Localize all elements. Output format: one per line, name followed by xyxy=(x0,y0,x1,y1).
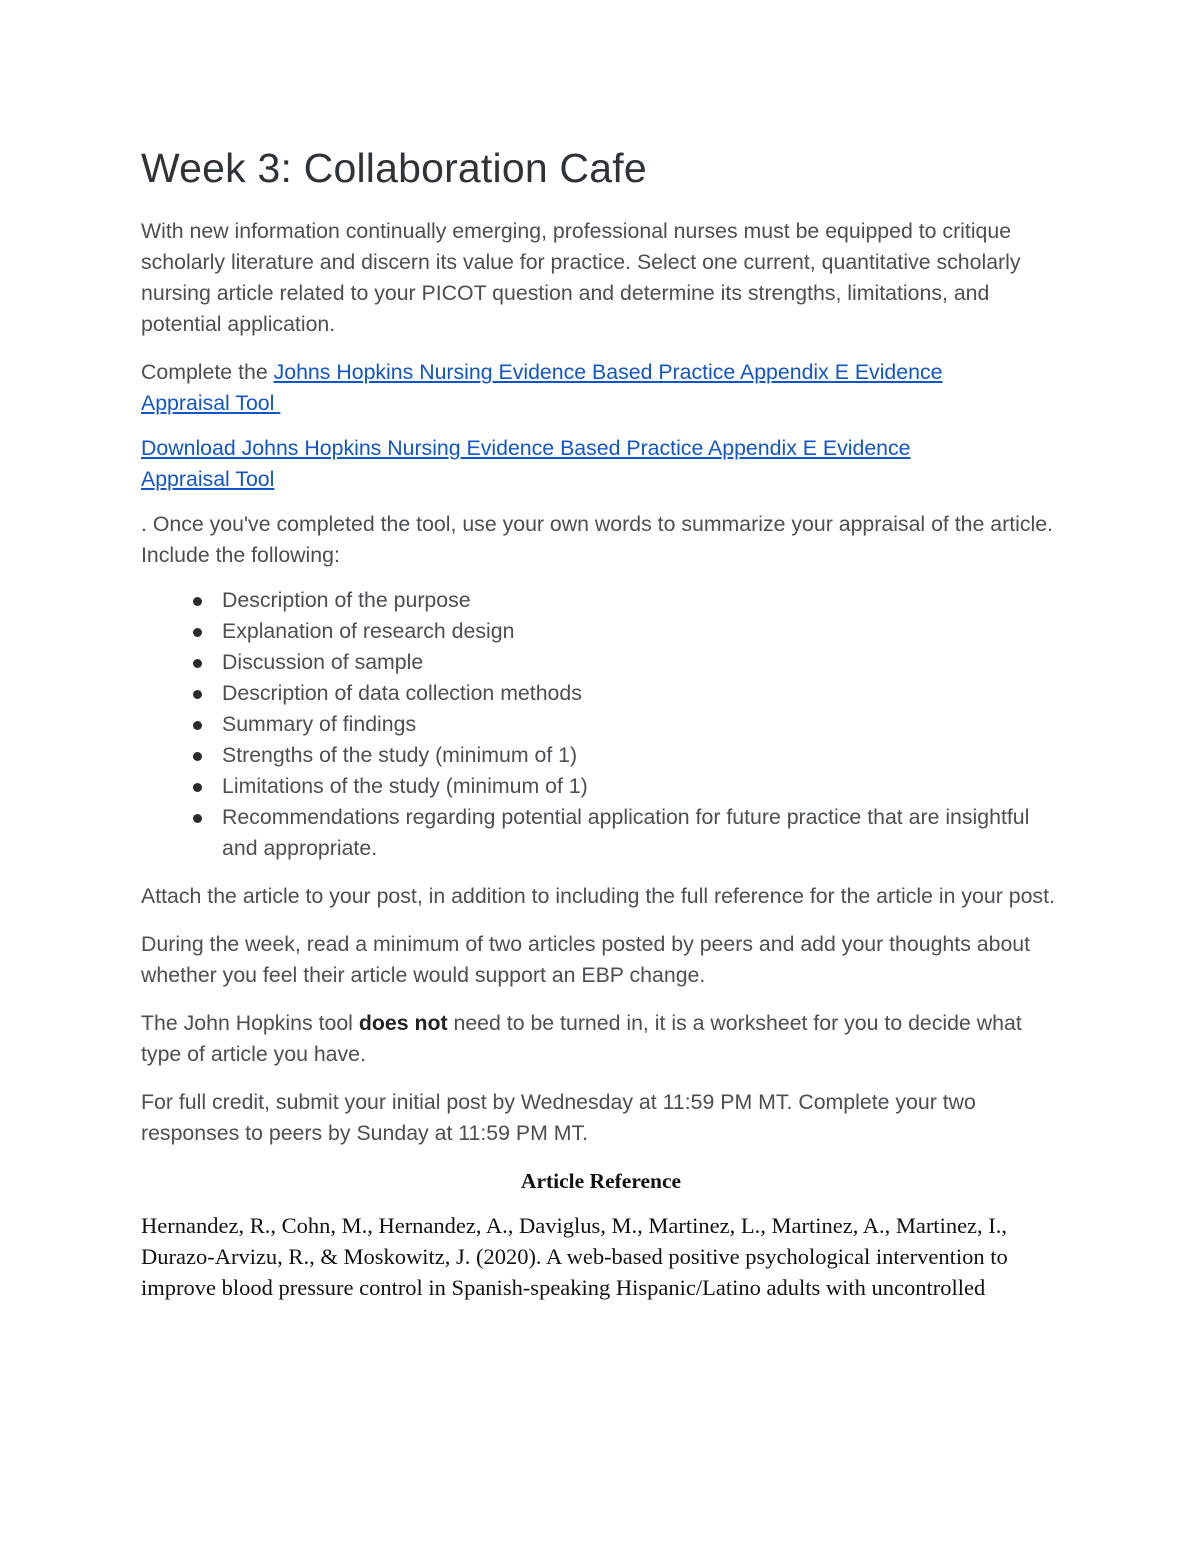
full-credit-paragraph: For full credit, submit your initial post by Wednesday at 11:59 PM MT. Complete your two responses to peers by Sunday at 11:59 PM MT. xyxy=(141,1090,976,1145)
appraisal-tool-link[interactable]: Johns Hopkins Nursing Evidence Based Practice Appendix E Evidence Appraisal Tool xyxy=(141,360,943,415)
bullet-icon xyxy=(193,814,202,823)
complete-prefix: Complete the xyxy=(141,360,274,384)
bullet-icon xyxy=(193,659,202,668)
list-item: Description of data collection methods xyxy=(141,678,1061,709)
article-reference-text: Hernandez, R., Cohn, M., Hernandez, A., Daviglus, M., Martinez, L., Martinez, A., Martinez, I., Durazo-Arvizu, R., & Moskowitz, J. (2020). A web-based positive psychological intervention to improve blood pressure control in Spanish-speaking Hispanic/Latino adults with uncontrolled xyxy=(141,1213,1008,1300)
does-not-emphasis: does not xyxy=(358,1011,448,1035)
list-item: Recommendations regarding potential application for future practice that are insightful and appropriate. xyxy=(141,802,1061,864)
download-tool-paragraph xyxy=(141,433,1061,495)
list-item: Discussion of sample xyxy=(141,647,1061,678)
page-title: Week 3: Collaboration Cafe xyxy=(141,145,647,191)
bullet-icon xyxy=(193,597,202,606)
document-page xyxy=(141,140,1061,1303)
requirements-list xyxy=(141,585,1061,864)
attach-paragraph: Attach the article to your post, in addition to including the full reference for the article in your post. xyxy=(141,884,1055,908)
list-item: Strengths of the study (minimum of 1) xyxy=(141,740,1061,771)
tool-note-paragraph: The John Hopkins tool does not need to be turned in, it is a worksheet for you to decide what type of article you have. xyxy=(141,1011,1022,1066)
link-trail-space xyxy=(280,391,292,415)
list-item: Description of the purpose xyxy=(141,585,1061,616)
bullet-icon xyxy=(193,752,202,761)
intro-paragraph: With new information continually emerging, professional nurses must be equipped to critique scholarly literature and discern its value for practice. Select one current, quantitative scholarly nursing article related to your PICOT question and determine its strengths, limitations, and potential application. xyxy=(141,219,1021,336)
during-week-paragraph: During the week, read a minimum of two articles posted by peers and add your thoughts about whether you feel their article would support an EBP change. xyxy=(141,932,1031,987)
bullet-icon xyxy=(193,721,202,730)
bullet-icon xyxy=(193,628,202,637)
download-appraisal-tool-link[interactable]: Download Johns Hopkins Nursing Evidence Based Practice Appendix E Evidence Appraisal Tool xyxy=(141,436,911,491)
once-completed-paragraph: . Once you've completed the tool, use your own words to summarize your appraisal of the article. Include the following: xyxy=(141,512,1053,567)
list-item: Summary of findings xyxy=(141,709,1061,740)
article-reference-heading: Article Reference xyxy=(520,1169,682,1193)
list-item: Explanation of research design xyxy=(141,616,1061,647)
complete-tool-paragraph xyxy=(141,357,1061,419)
bullet-icon xyxy=(193,783,202,792)
bullet-icon xyxy=(193,690,202,699)
list-item: Limitations of the study (minimum of 1) xyxy=(141,771,1061,802)
